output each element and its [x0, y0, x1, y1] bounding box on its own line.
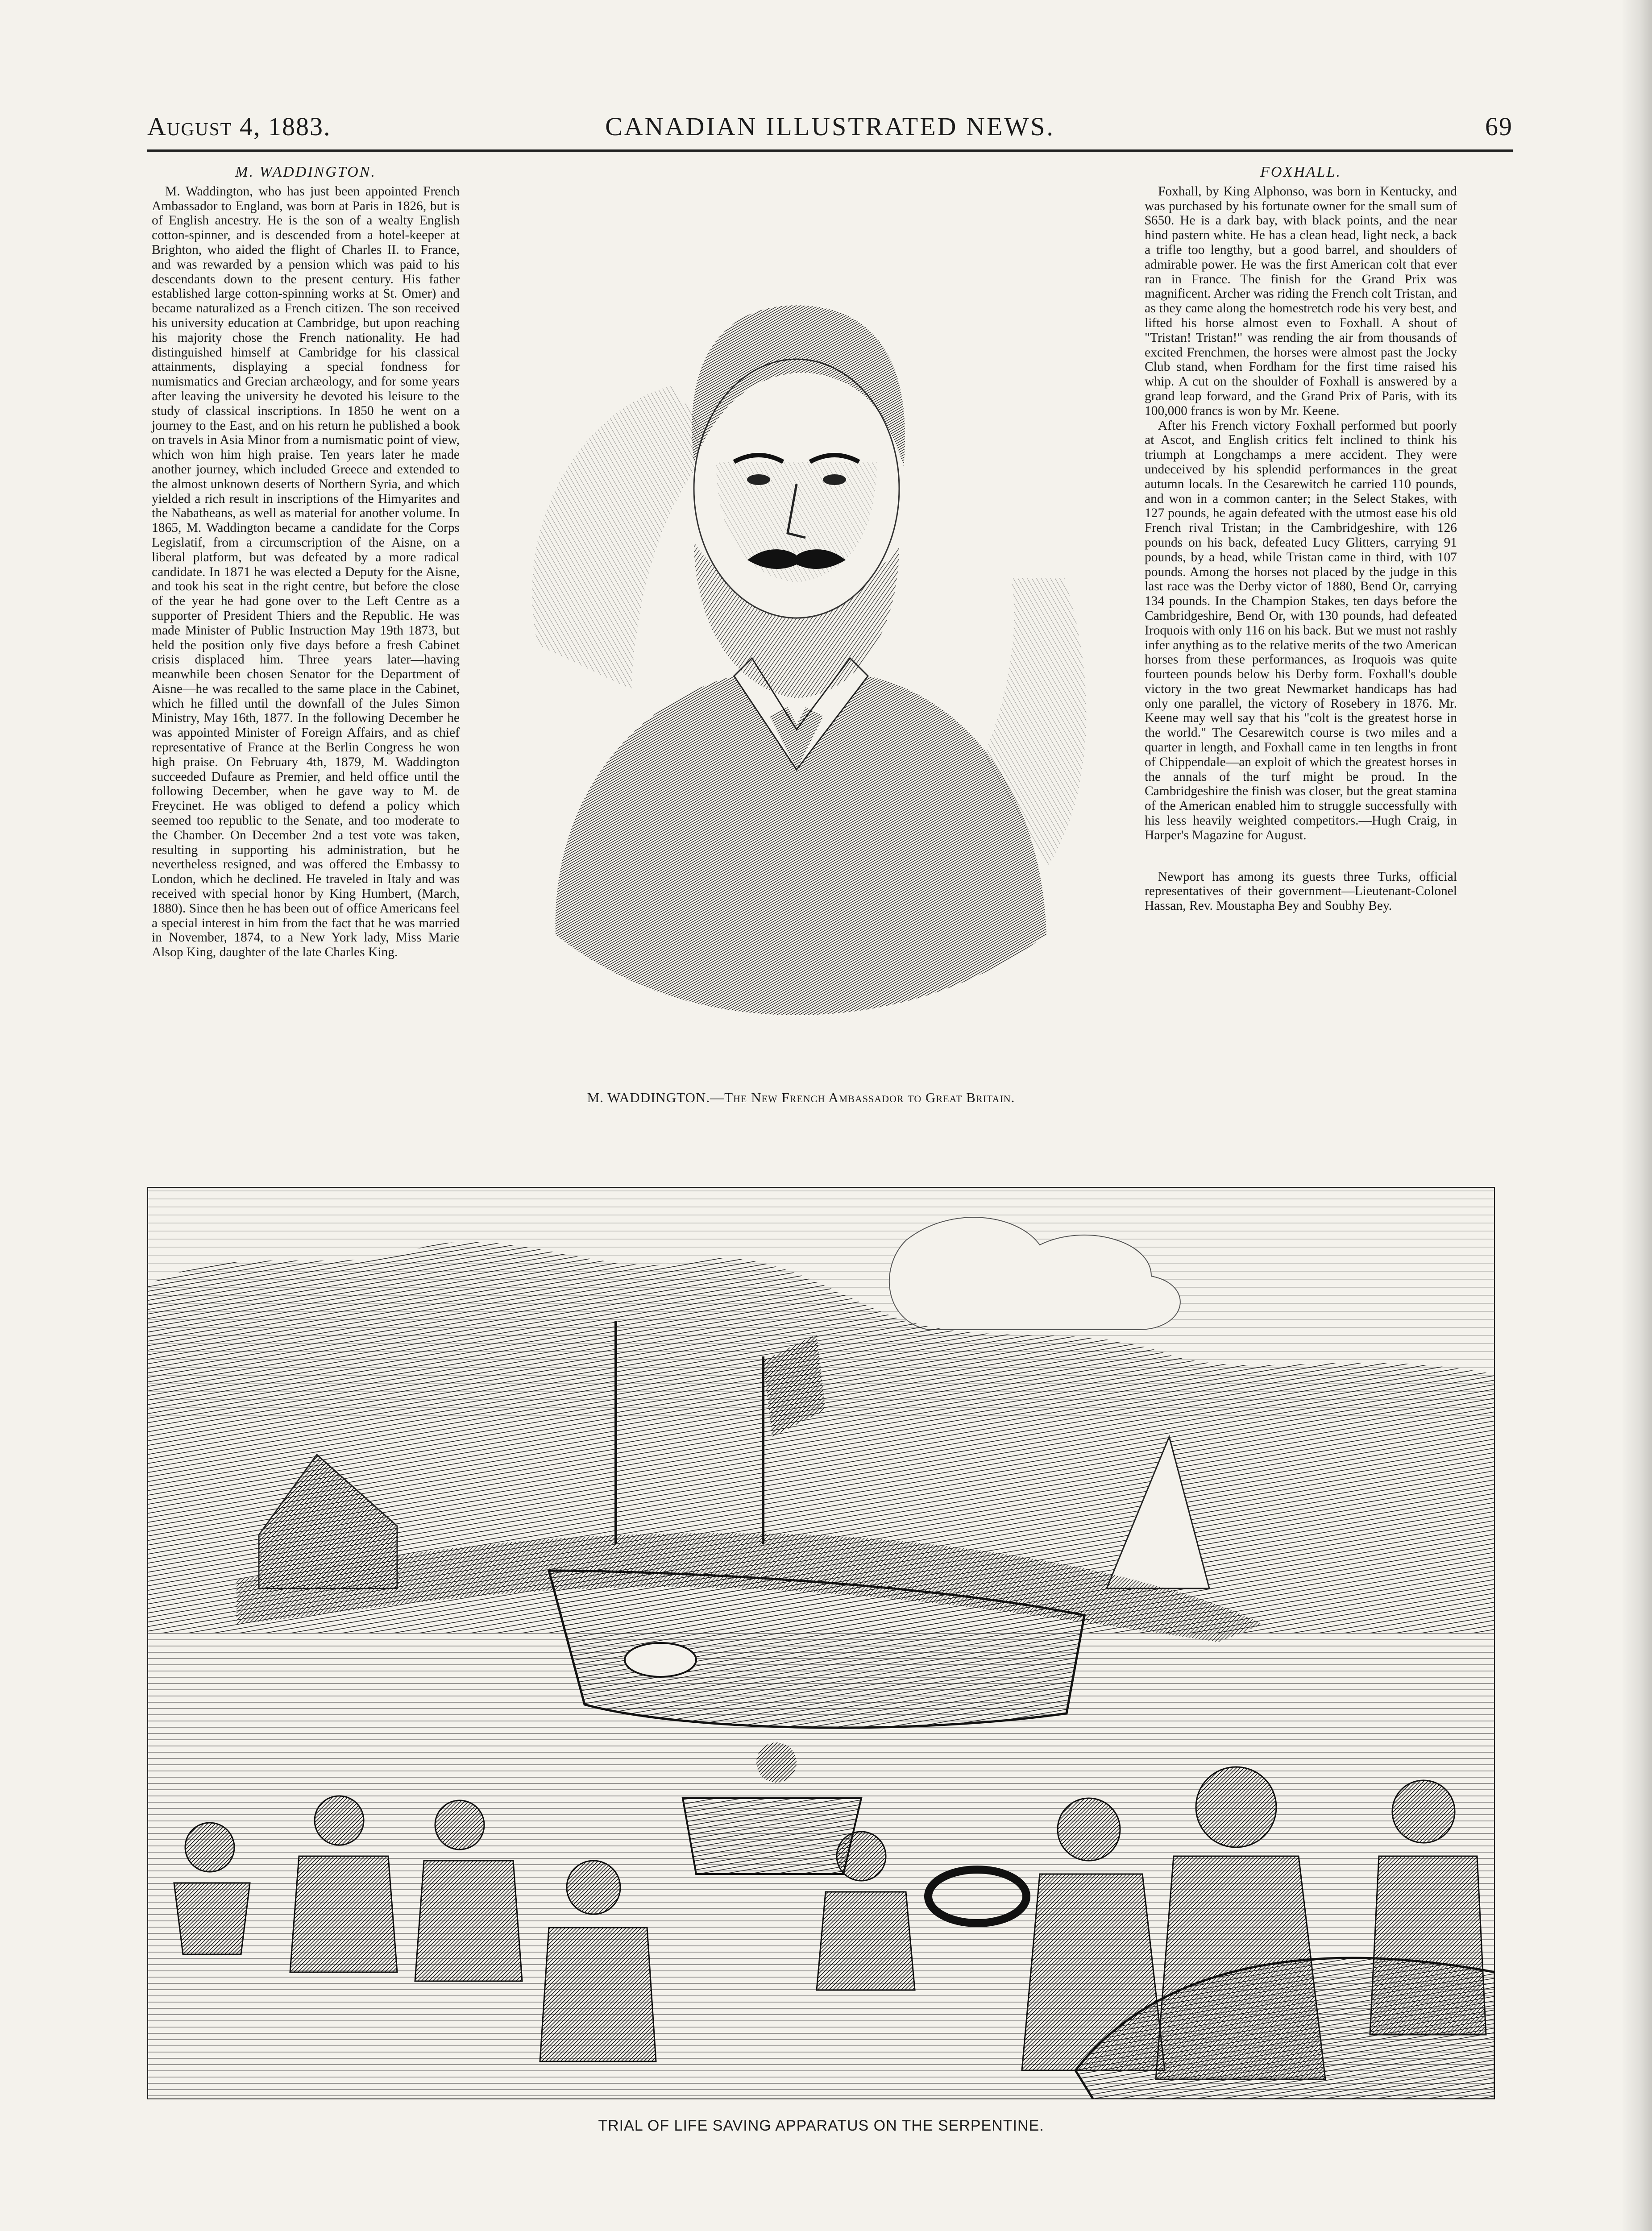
header-rule	[147, 149, 1513, 152]
portrait-caption-name: M. WADDINGTON.	[587, 1090, 710, 1105]
article-waddington	[152, 165, 460, 960]
issue-date: August 4, 1883.	[147, 112, 331, 141]
page-edge-shadow	[1621, 0, 1652, 2231]
portrait-engraving	[484, 176, 1118, 1071]
article-paragraph: After his French victory Foxhall performed but poorly at Ascot, and English critics felt inclined to think his triumph at Longchamps a mere accident. They were undeceived by his splendid performances in the great autumn locals. In the Cesarewitch he carried 110 pounds, and won in a common canter; in the Select Stakes, with 127 pounds, he again defeated with the utmost ease his old French rival Tristan; in the Cambridgeshire, with 126 pounds on his back, defeated Lucy Glitters, carrying 91 pounds, by a head, while Tristan came in third, with 107 pounds. Among the horses not placed by the judge in this last race was the Derby victor of 1880, Bend Or, carrying 134 pounds. In the Champion Stakes, ten days before the Cambridgeshire, Bend Or, with 130 pounds, had defeated Iroquois with only 116 on his back. But we must not rashly infer anything as to the relative merits of the two American horses from these performances, as Iroquois was quite fourteen pounds below his Derby form. Foxhall's double victory in the two great Newmarket handicaps has had only one parallel, the victory of Rosebery in 1876. Mr. Keene may well say that his "colt is the greatest horse in the world." The Cesarewitch course is two miles and a quarter in length, and Foxhall came in ten lengths in front of Chippendale—an exploit of which the greatest horses in the annals of the turf might be proud. In the Cambridgeshire the finish was closer, but the great stamina of the American enabled him to struggle successfully with his less heavily weighted competitors.—Hugh Craig, in Harper's Magazine for August.	[1145, 418, 1457, 842]
page-header	[147, 112, 1513, 152]
page-number: 69	[1485, 112, 1513, 141]
newport-note: Newport has among its guests three Turks, official representatives of their government—Lieutenant-Colonel Hassan, Rev. Moustapha Bey and Soubhy Bey.	[1145, 869, 1457, 913]
article-foxhall	[1145, 165, 1457, 913]
portrait-caption	[484, 1090, 1118, 1106]
article-paragraph: Foxhall, by King Alphonso, was born in Kentucky, and was purchased by his fortunate owner for the small sum of $650. He is a dark bay, with black points, and the near hind pastern white. He has a clean head, light neck, a back a trifle too lengthy, but a good barrel, and shoulders of admirable power. He was the first American colt that ever ran in France. The finish for the Grand Prix was magnificent. Archer was riding the French colt Tristan, and as they came along the homestretch rode his very best, and lifted his horse almost even to Foxhall. A shout of "Tristan! Tristan!" was rending the air from thousands of excited Frenchmen, the horses were almost past the Jocky Club stand, when Fordham for the first time raised his whip. A cut on the shoulder of Foxhall is answered by a grand leap forward, and the Grand Prix of Paris, with its 100,000 francs is won by Mr. Keene.	[1145, 184, 1457, 418]
serpentine-engraving	[147, 1187, 1495, 2099]
article-heading: FOXHALL.	[1260, 164, 1341, 180]
plate-caption: TRIAL OF LIFE SAVING APPARATUS ON THE SERPENTINE.	[598, 2117, 1044, 2134]
portrait-caption-text: —The New French Ambassador to Great Britain.	[710, 1090, 1015, 1105]
masthead-title: CANADIAN ILLUSTRATED NEWS.	[605, 112, 1055, 141]
article-heading: M. WADDINGTON.	[235, 164, 376, 180]
article-body: M. Waddington, who has just been appointed French Ambassador to England, was born at Paris in 1826, but is of English ancestry. He is the son of a wealty English cotton-spinner, and is descended from a hotel-keeper at Brighton, who aided the flight of Charles II. to France, and was rewarded by a pension which was paid to his descendants down to the present century. His father established large cotton-spinning works at St. Omer) and became naturalized as a French citizen. The son received his university education at Cambridge, but upon reaching his majority chose the French nationality. He had distinguished himself at Cambridge for his classical attainments, displaying a special fondness for numismatics and Grecian archæology, and for some years after leaving the university he devoted his leisure to the study of classical inscriptions. In 1850 he went on a journey to the East, and on his return he published a book on travels in Asia Minor from a numismatic point of view, which won him high praise. Ten years later he made another journey, which included Greece and extended to the almost unknown deserts of Northern Syria, and which yielded a rich result in inscriptions of the Himyarites and the Nabatheans, as well as material for another volume. In 1865, M. Waddington became a candidate for the Corps Legislatif, from a circumscription of the Aisne, on a liberal platform, but was defeated by a more radical candidate. In 1871 he was elected a Deputy for the Aisne, and took his seat in the right centre, but before the close of the year he had gone over to the Left Centre as a supporter of President Thiers and the Republic. He was made Minister of Public Instruction May 19th 1873, but held the position only five days before a fresh Cabinet crisis displaced him. Three years later—having meanwhile been chosen Senator for the Department of Aisne—he was recalled to the same place in the Cabinet, which he filled until the downfall of the Jules Simon Ministry, May 16th, 1877. In the following December he was appointed Minister of Foreign Affairs, and as chief representative of France at the Berlin Congress he won high praise. On February 4th, 1879, M. Waddington succeeded Dufaure as Premier, and held office until the following December, when he gave way to M. de Freycinet. He was obliged to defend a policy which seemed too republic to the Senate, and too moderate to the Chamber. On December 2nd a test vote was taken, resulting in supporting his administration, but he nevertheless resigned, and was offered the Embassy to London, which he declined. He traveled in Italy and was received with special honor by King Humbert, (March, 1880). Since then he has been out of office Americans feel a special interest in him from the fact that he was married in November, 1874, to a New York lady, Miss Marie Alsop King, daughter of the late Charles King.	[152, 184, 460, 960]
